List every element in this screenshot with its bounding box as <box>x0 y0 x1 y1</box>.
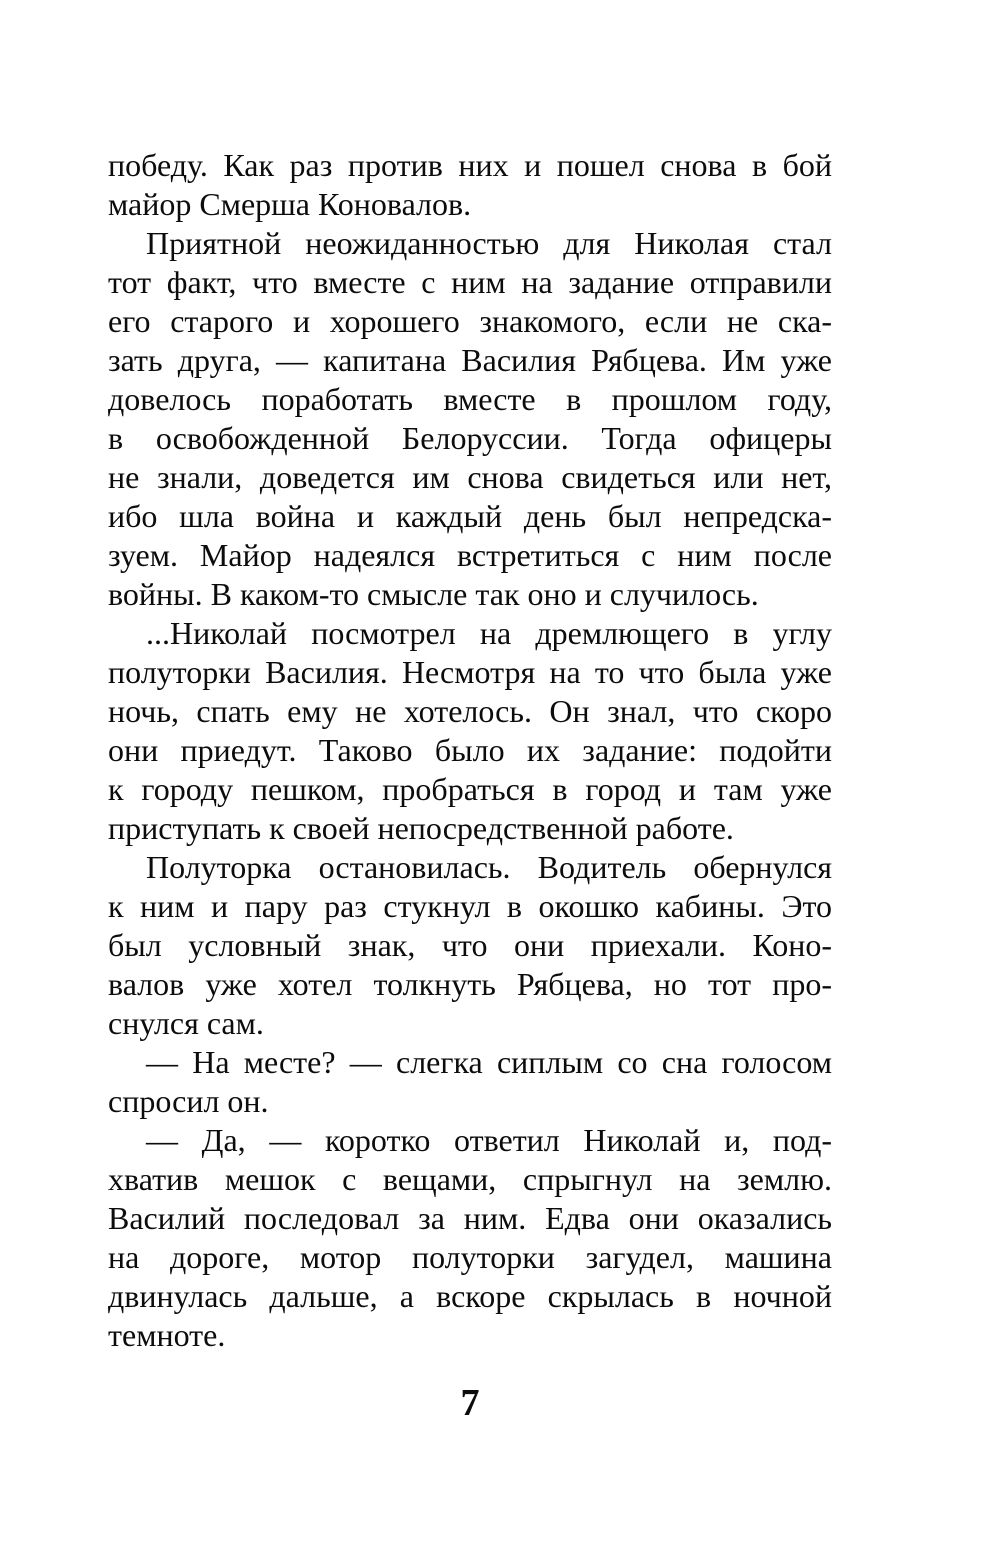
page-number: 7 <box>460 1382 480 1424</box>
text-line: в освобожденной Белоруссии. Тогда офицеры <box>108 420 832 456</box>
text-line: Приятной неожиданностью для Николая стал <box>146 225 832 261</box>
text-line: довелось поработать вместе в прошлом году, <box>108 381 832 417</box>
text-line: не знали, доведется им снова свидеться или нет, <box>108 459 832 495</box>
text-line: ночь, спать ему не хотелось. Он знал, что скоро <box>108 693 832 729</box>
paragraph <box>108 224 832 614</box>
text-line: они приедут. Таково было их задание: подойти <box>108 732 832 768</box>
text-line: темноте. <box>108 1317 226 1353</box>
paragraph <box>108 1043 832 1121</box>
text-line: ибо шла война и каждый день был непредска- <box>108 498 832 534</box>
text-line: ...Николай посмотрел на дремлющего в углу <box>146 615 832 651</box>
text-line: тот факт, что вместе с ним на задание отправили <box>108 264 832 300</box>
text-line: Полуторка остановилась. Водитель обернулся <box>146 849 832 885</box>
text-line: его старого и хорошего знакомого, если не ска- <box>108 303 832 339</box>
text-line: к городу пешком, пробраться в город и там уже <box>108 771 832 807</box>
paragraph <box>108 614 832 848</box>
paragraph <box>108 848 832 1043</box>
text-line: спросил он. <box>108 1083 269 1119</box>
paragraph <box>108 146 832 224</box>
body-text <box>108 146 832 1355</box>
text-line: майор Смерша Коновалов. <box>108 186 472 222</box>
text-line: полуторки Василия. Несмотря на то что была уже <box>108 654 832 690</box>
text-line: Василий последовал за ним. Едва они оказались <box>108 1200 832 1236</box>
text-line: валов уже хотел толкнуть Рябцева, но тот про- <box>108 966 832 1002</box>
text-line: зать друга, — капитана Василия Рябцева. Им уже <box>108 342 832 378</box>
text-line: войны. В каком-то смысле так оно и случилось. <box>108 576 759 612</box>
text-line: зуем. Майор надеялся встретиться с ним после <box>108 537 832 573</box>
text-line: двинулась дальше, а вскоре скрылась в ночной <box>108 1278 832 1314</box>
text-line: — Да, — коротко ответил Николай и, под- <box>146 1122 832 1158</box>
text-line: на дороге, мотор полуторки загудел, машина <box>108 1239 832 1275</box>
text-line: хватив мешок с вещами, спрыгнул на землю. <box>108 1161 832 1197</box>
text-line: приступать к своей непосредственной работе. <box>108 810 734 846</box>
paragraph <box>108 1121 832 1355</box>
text-line: — На месте? — слегка сиплым со сна голосом <box>146 1044 832 1080</box>
text-line: снулся сам. <box>108 1005 264 1041</box>
text-line: к ним и пару раз стукнул в окошко кабины. Это <box>108 888 832 924</box>
text-line: был условный знак, что они приехали. Коно- <box>108 927 832 963</box>
text-line: победу. Как раз против них и пошел снова в бой <box>108 147 832 183</box>
